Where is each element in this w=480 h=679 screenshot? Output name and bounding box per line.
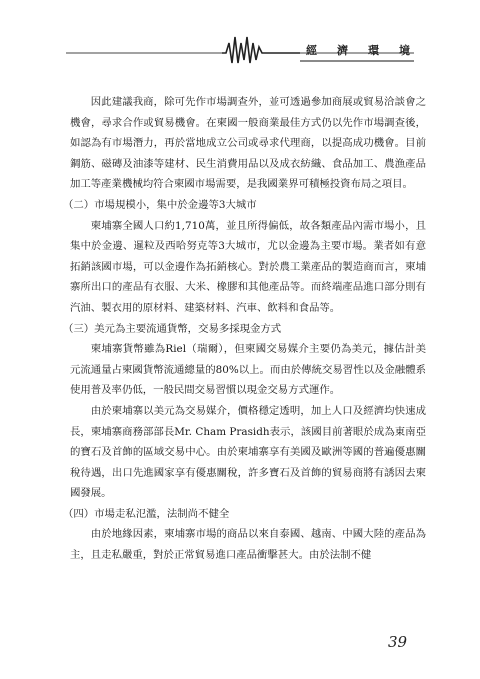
header-section-label (306, 41, 410, 59)
header-char: 濟 (337, 44, 348, 57)
section-heading: （二）市場規模小，集中於金邊等3大城市 (63, 198, 257, 211)
paragraph: 由於地緣因素，柬埔寨市場的商品以來自泰國、越南、中國大陸的產品為主，且走私嚴重，對於正常貿易進口產品衝擊甚大。由於法制不健 (70, 528, 426, 562)
paragraph: 因此建議我商，除可先作市場調查外，並可透過參加商展或貿易洽談會之機會，尋求合作或貿易機會。在柬國一般商業最佳方式仍以先作市場調查後，如認為有市場潛力，再於當地成立公司或尋求代理商，以提高成功機會。目前鋼筋、磁磚及油漆等建材、民生消費用品以及成衣紡織、食品加工、農漁產品加工等產業機械均符合柬國市場需要，是我國業界可積極投資布局之項目。 (70, 96, 426, 191)
header-decoration (0, 0, 480, 70)
paragraph: 柬埔寨全國人口約1,710萬，並且所得偏低，故各類產品內需市場小，且集中於金邊、暹粒及西哈努克等3大城市，尤以金邊為主要市場。業者如有意拓銷該國市場，可以金邊作為拓銷核心。對於農工業產品的製造商而言，柬埔寨所出口的產品有衣服、大米、橡膠和其他產品等。而終端產品進口部分則有汽油、製衣用的原材料、建築材料、汽車、飲料和食品等。 (70, 219, 426, 314)
header-char: 經 (306, 44, 317, 57)
section-heading: （四）市場走私氾濫，法制尚不健全 (63, 507, 230, 520)
header-char: 境 (399, 44, 410, 57)
paragraph: 由於柬埔寨以美元為交易媒介，價格穩定透明，加上人口及經濟均快速成長，柬埔寨商務部部長Mr. Cham Prasidh表示，該國目前著眼於成為東南亞的寶石及首飾的區域交易中心。由於柬埔寨享有美國及歐洲等國的普遍優惠關稅待遇，出口先進國家享有優惠關稅，許多寶石及首飾的貿易商將有誘因去柬國發展。 (70, 404, 426, 500)
header-char: 環 (368, 44, 379, 57)
heartbeat-line-icon (222, 37, 300, 63)
body-text (63, 92, 426, 566)
section-heading: （三）美元為主要流通貨幣，交易多採現金方式 (63, 322, 282, 335)
page-header (0, 0, 480, 70)
paragraph: 柬埔寨貨幣雖為Riel（瑞爾），但柬國交易媒介主要仍為美元，據估計美元流通量占柬國貨幣流通總量的80%以上。而由於傳統交易習性以及金融體系使用普及率仍低，一般民間交易習慣以現金交易方式運作。 (70, 343, 426, 397)
page-number: 39 (388, 633, 408, 651)
